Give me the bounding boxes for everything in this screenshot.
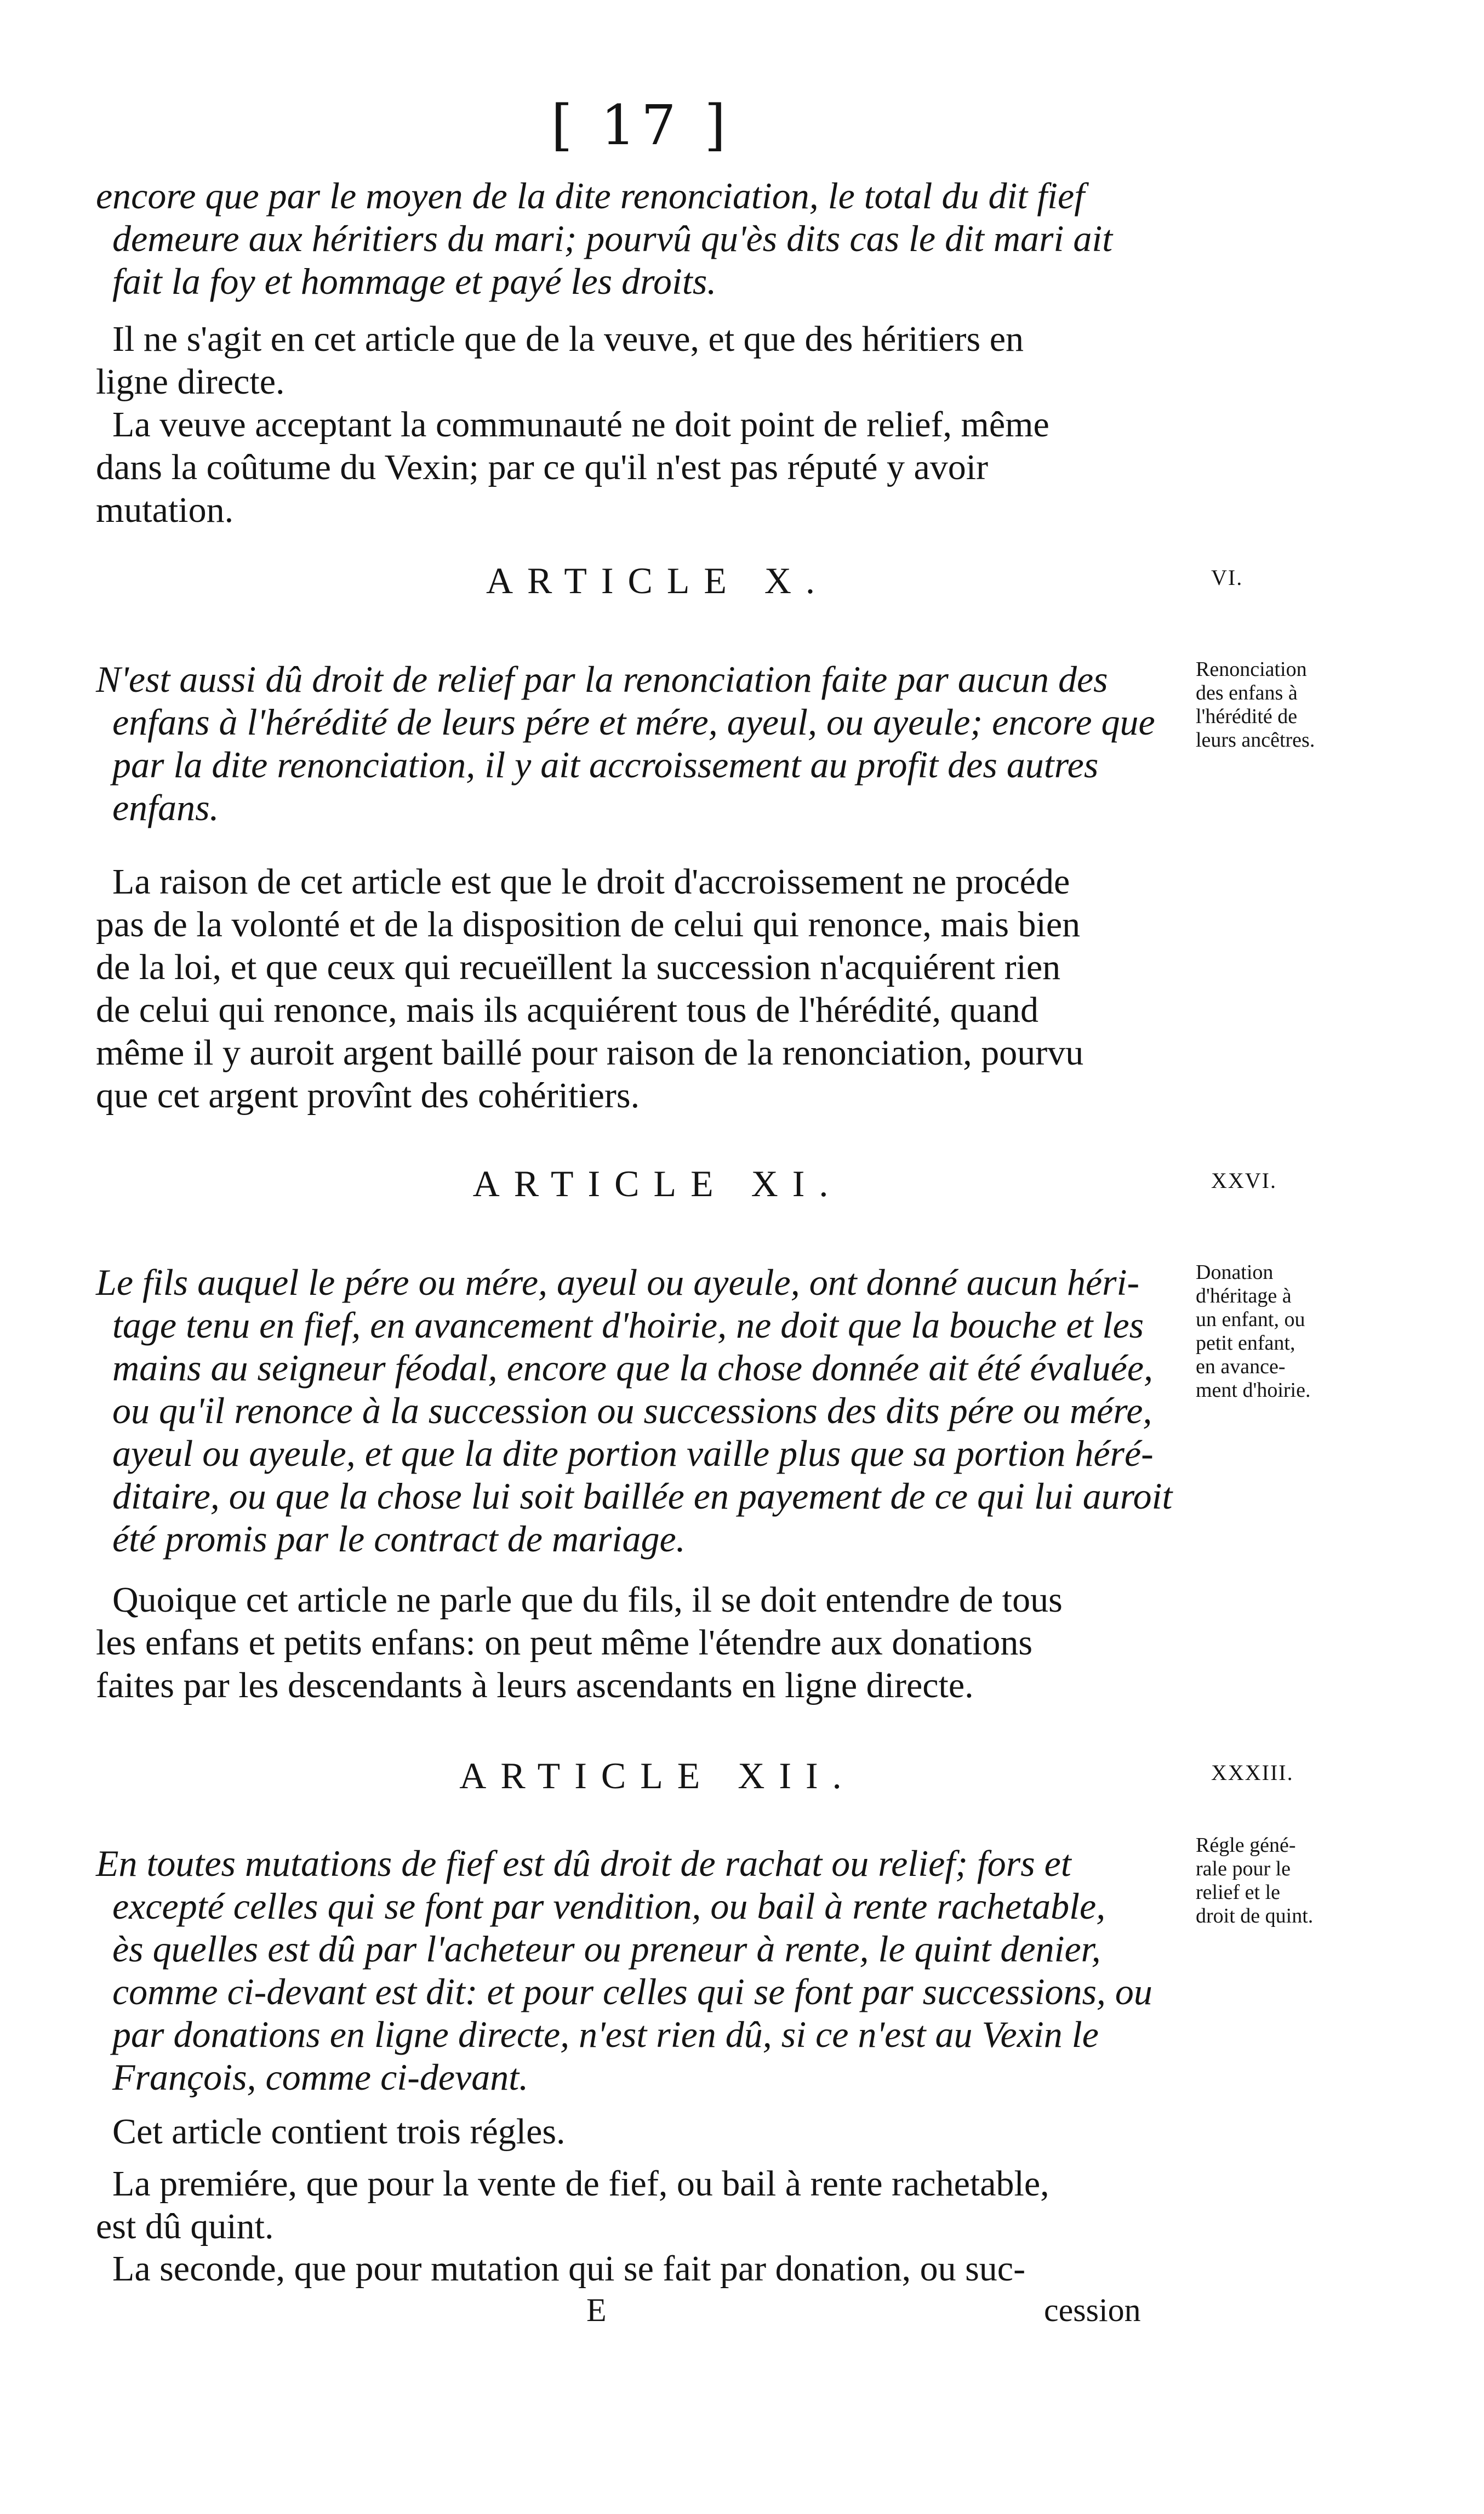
text-line: enfans. — [112, 787, 219, 828]
sidenote-line: un enfant, ou — [1196, 1308, 1305, 1331]
article-xii-text — [96, 1842, 1203, 2098]
article-xii-heading: ARTICLE XII. — [459, 1755, 856, 1796]
signature-mark: E — [586, 2292, 607, 2328]
text-line: Le fils auquel le pére ou mére, ayeul ou ayeule, ont donné aucun héri- — [96, 1261, 1140, 1303]
article-xii-sidenote — [1196, 1834, 1377, 1928]
article-xi-commentary — [96, 1579, 1203, 1707]
sidenote-line: des enfans à — [1196, 681, 1298, 704]
text-line: pas de la volonté et de la disposition de celui qui renonce, mais bien — [96, 905, 1081, 945]
intro-italic-text — [96, 174, 1203, 303]
text-line: excepté celles qui se font par vendition, ou bail à rente rachetable, — [112, 1885, 1106, 1927]
text-line: François, comme ci-devant. — [112, 2056, 529, 2098]
article-xii-commentary-1 — [96, 2111, 1203, 2153]
text-line: est dû quint. — [96, 2206, 274, 2246]
text-line: que cet argent provînt des cohéritiers. — [96, 1076, 640, 1116]
text-line: En toutes mutations de fief est dû droit de rachat ou relief; fors et — [96, 1842, 1071, 1884]
text-line: Cet article contient trois régles. — [112, 2112, 566, 2152]
article-x-sidenote — [1196, 658, 1377, 752]
page-number: [ 17 ] — [551, 93, 732, 157]
catchword: cession — [1044, 2292, 1141, 2328]
article-xii-commentary-2 — [96, 2163, 1203, 2248]
text-line: ligne directe. — [96, 362, 285, 402]
intro-commentary-1 — [96, 318, 1203, 403]
text-line: comme ci-devant est dit: et pour celles qui se font par successions, ou — [112, 1971, 1152, 2012]
text-line: même il y auroit argent baillé pour raison de la renonciation, pourvu — [96, 1033, 1084, 1073]
article-x-reference: VI. — [1211, 565, 1243, 590]
text-line: mains au seigneur féodal, encore que la chose donnée ait été évaluée, — [112, 1347, 1154, 1389]
sidenote-line: droit de quint. — [1196, 1904, 1314, 1927]
text-line: de celui qui renonce, mais ils acquiérent tous de l'hérédité, quand — [96, 990, 1038, 1030]
text-line: mutation. — [96, 490, 234, 530]
text-line: dans la coûtume du Vexin; par ce qu'il n'est pas réputé y avoir — [96, 447, 989, 487]
text-line: La premiére, que pour la vente de fief, ou bail à rente rachetable, — [112, 2164, 1049, 2204]
text-line: faites par les descendants à leurs ascendants en ligne directe. — [96, 1665, 974, 1705]
text-line: enfans à l'hérédité de leurs pére et mére, ayeul, ou ayeule; encore que — [112, 701, 1155, 743]
text-line: par la dite renonciation, il y ait accroissement au profit des autres — [112, 744, 1099, 786]
sidenote-line: ment d'hoirie. — [1196, 1379, 1311, 1402]
text-line: Quoique cet article ne parle que du fils, il se doit entendre de tous — [112, 1580, 1063, 1620]
text-line: N'est aussi dû droit de relief par la renonciation faite par aucun des — [96, 658, 1108, 700]
sidenote-line: relief et le — [1196, 1881, 1281, 1904]
sidenote-line: leurs ancêtres. — [1196, 729, 1315, 752]
text-line: fait la foy et hommage et payé les droits. — [112, 260, 717, 302]
article-x-text — [96, 658, 1203, 829]
text-line: ditaire, ou que la chose lui soit baillée en payement de ce qui lui auroit — [112, 1475, 1173, 1517]
sidenote-line: d'héritage à — [1196, 1284, 1292, 1307]
text-line: encore que par le moyen de la dite renonciation, le total du dit fief — [96, 175, 1085, 217]
article-xii-reference: XXXIII. — [1211, 1760, 1294, 1785]
text-line: ou qu'il renonce à la succession ou successions des dits pére ou mére, — [112, 1390, 1152, 1431]
sidenote-line: petit enfant, — [1196, 1332, 1295, 1355]
sidenote-line: l'hérédité de — [1196, 705, 1298, 728]
article-xi-heading: ARTICLE XI. — [472, 1163, 843, 1204]
text-line: La seconde, que pour mutation qui se fait par donation, ou suc- — [112, 2249, 1026, 2289]
article-x-commentary — [96, 861, 1203, 1117]
text-line: les enfans et petits enfans: on peut même l'étendre aux donations — [96, 1623, 1033, 1663]
text-line: La veuve acceptant la communauté ne doit point de relief, même — [112, 405, 1049, 445]
text-line: ayeul ou ayeule, et que la dite portion vaille plus que sa portion héré- — [112, 1432, 1154, 1474]
sidenote-line: Régle géné- — [1196, 1834, 1296, 1857]
text-line: de la loi, et que ceux qui recueïllent la succession n'acquiérent rien — [96, 947, 1061, 987]
article-xii-commentary-3 — [96, 2248, 1203, 2290]
text-line: demeure aux héritiers du mari; pourvû qu'ès dits cas le dit mari ait — [112, 218, 1113, 259]
text-line: tage tenu en fief, en avancement d'hoirie, ne doit que la bouche et les — [112, 1304, 1144, 1346]
intro-commentary-2 — [96, 403, 1203, 532]
text-line: La raison de cet article est que le droit d'accroissement ne procéde — [112, 862, 1070, 902]
article-xi-text — [96, 1261, 1203, 1560]
article-x-heading: ARTICLE X. — [486, 560, 830, 601]
text-line: Il ne s'agit en cet article que de la veuve, et que des héritiers en — [112, 319, 1024, 359]
sidenote-line: Donation — [1196, 1261, 1274, 1284]
article-xi-reference: XXVI. — [1211, 1168, 1277, 1193]
sidenote-line: en avance- — [1196, 1355, 1286, 1378]
sidenote-line: rale pour le — [1196, 1857, 1291, 1880]
text-line: été promis par le contract de mariage. — [112, 1518, 686, 1560]
article-xi-sidenote — [1196, 1261, 1377, 1402]
text-line: par donations en ligne directe, n'est rien dû, si ce n'est au Vexin le — [112, 2014, 1099, 2055]
text-line: ès quelles est dû par l'acheteur ou preneur à rente, le quint denier, — [112, 1928, 1101, 1970]
sidenote-line: Renonciation — [1196, 658, 1307, 681]
